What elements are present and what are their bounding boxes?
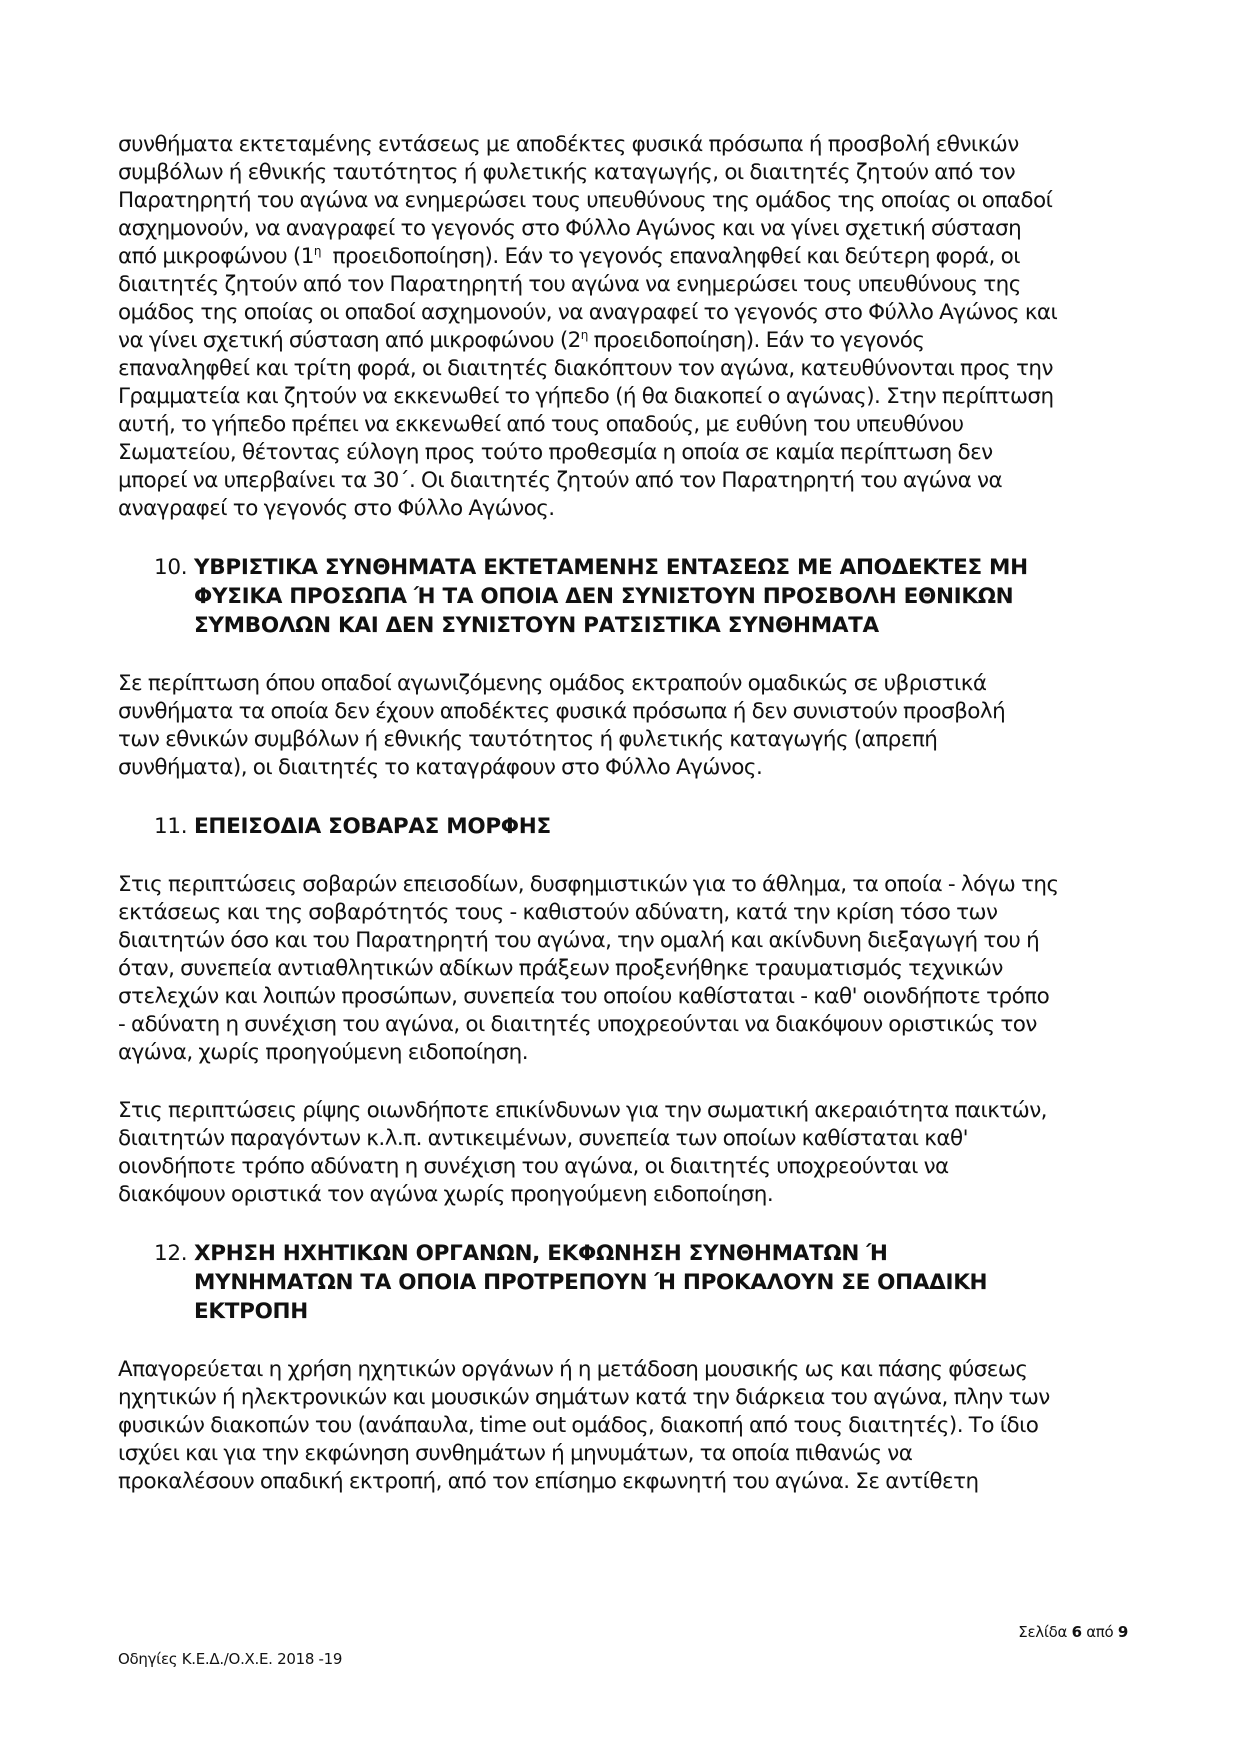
text-line: Στις περιπτώσεις σοβαρών επεισοδίων, δυσφημιστικών για το άθλημα, τα οποία - λόγω της bbox=[118, 872, 1059, 897]
title-line: ΕΚΤΡΟΠΗ bbox=[194, 1299, 308, 1324]
text-line: διαιτητών παραγόντων κ.λ.π. αντικειμένων, συνεπεία των οποίων καθίσταται καθ' bbox=[118, 1126, 969, 1151]
section-number: 12. bbox=[154, 1241, 188, 1266]
text-line: ομάδος της οποίας οι οπαδοί ασχημονούν, να αναγραφεί το γεγονός στο Φύλλο Αγώνος και bbox=[118, 300, 1058, 325]
text-line: αυτή, το γήπεδο πρέπει να εκκενωθεί από τους οπαδούς, με ευθύνη του υπευθύνου bbox=[118, 412, 964, 437]
section-title bbox=[194, 1239, 1138, 1326]
title-line: ΕΠΕΙΣΟΔΙΑ ΣΟΒΑΡΑΣ ΜΟΡΦΗΣ bbox=[194, 814, 551, 839]
text-line bbox=[118, 243, 1138, 271]
section-12-paragraph bbox=[118, 1356, 1138, 1496]
text-segment: να γίνει σχετική σύσταση από μικροφώνου (2 bbox=[118, 328, 581, 353]
page-total: 9 bbox=[1117, 1623, 1128, 1641]
text-line: όταν, συνεπεία αντιαθλητικών αδίκων πράξεων προξενήθηκε τραυματισμός τεχνικών bbox=[118, 956, 1003, 981]
superscript: η bbox=[580, 328, 588, 342]
section-11-paragraph-2 bbox=[118, 1097, 1138, 1209]
section-heading-10 bbox=[118, 553, 1138, 640]
footer-document-title: Οδηγίες Κ.Ε.Δ./Ο.Χ.Ε. 2018 -19 bbox=[118, 1650, 343, 1668]
text-line: συμβόλων ή εθνικής ταυτότητος ή φυλετικής καταγωγής, οι διαιτητές ζητούν από τον bbox=[118, 160, 1016, 185]
text-segment: προειδοποίηση). Εάν το γεγονός επαναληφθεί και δεύτερη φορά, οι bbox=[320, 244, 1020, 269]
text-line: διακόψουν οριστικά τον αγώνα χωρίς προηγούμενη ειδοποίηση. bbox=[118, 1182, 774, 1207]
page-current: 6 bbox=[1071, 1623, 1082, 1641]
text-line: Γραμματεία και ζητούν να εκκενωθεί το γήπεδο (ή θα διακοπεί ο αγώνας). Στην περίπτωση bbox=[118, 384, 1054, 409]
section-11-paragraph-1 bbox=[118, 871, 1138, 1067]
spacer bbox=[118, 1209, 1138, 1239]
page-label: Σελίδα bbox=[1018, 1623, 1068, 1641]
title-line: ΦΥΣΙΚΑ ΠΡΟΣΩΠΑ Ή ΤΑ ΟΠΟΙΑ ΔΕΝ ΣΥΝΙΣΤΟΥΝ ΠΡΟΣΒΟΛΗ ΕΘΝΙΚΩΝ bbox=[194, 584, 1014, 609]
text-line: στελεχών και λοιπών προσώπων, συνεπεία του οποίου καθίσταται - καθ' οιονδήποτε τρόπο bbox=[118, 984, 1050, 1009]
text-line: συνθήματα τα οποία δεν έχουν αποδέκτες φυσικά πρόσωπα ή δεν συνιστούν προσβολή bbox=[118, 699, 1006, 724]
text-segment: προειδοποίηση). Εάν το γεγονός bbox=[587, 328, 925, 353]
text-line: ηχητικών ή ηλεκτρονικών και μουσικών σημάτων κατά την διάρκεια του αγώνα, πλην των bbox=[118, 1385, 1050, 1410]
title-line: ΣΥΜΒΟΛΩΝ ΚΑΙ ΔΕΝ ΣΥΝΙΣΤΟΥΝ ΡΑΤΣΙΣΤΙΚΑ ΣΥΝΘΗΜΑΤΑ bbox=[194, 613, 879, 638]
text-line: προκαλέσουν οπαδική εκτροπή, από τον επίσημο εκφωνητή του αγώνα. Σε αντίθετη bbox=[118, 1469, 979, 1494]
text-line: συνθήματα), οι διαιτητές το καταγράφουν στο Φύλλο Αγώνος. bbox=[118, 755, 763, 780]
page-number bbox=[1018, 1623, 1128, 1641]
text-line: ασχημονούν, να αναγραφεί το γεγονός στο Φύλλο Αγώνος και να γίνει σχετική σύσταση bbox=[118, 216, 1022, 241]
section-heading-12 bbox=[118, 1239, 1138, 1326]
page-content bbox=[118, 131, 1138, 1496]
text-line: διαιτητών όσο και του Παρατηρητή του αγώνα, την ομαλή και ακίνδυνη διεξαγωγή του ή bbox=[118, 928, 1040, 953]
text-line: φυσικών διακοπών του (ανάπαυλα, time out ομάδος, διακοπή από τους διαιτητές). Το ίδιο bbox=[118, 1413, 1039, 1438]
section-title bbox=[194, 553, 1138, 640]
section-number: 11. bbox=[154, 814, 188, 839]
text-line: Απαγορεύεται η χρήση ηχητικών οργάνων ή η μετάδοση μουσικής ως και πάσης φύσεως bbox=[118, 1357, 1028, 1382]
spacer bbox=[118, 1067, 1138, 1097]
text-line: Στις περιπτώσεις ρίψης οιωνδήποτε επικίνδυνων για την σωματική ακεραιότητα παικτών, bbox=[118, 1098, 1047, 1123]
text-line: συνθήματα εκτεταμένης εντάσεως με αποδέκτες φυσικά πρόσωπα ή προσβολή εθνικών bbox=[118, 132, 1019, 157]
text-line bbox=[118, 327, 1138, 355]
text-line: των εθνικών συμβόλων ή εθνικής ταυτότητος ή φυλετικής καταγωγής (απρεπή bbox=[118, 727, 938, 752]
text-line: Σε περίπτωση όπου οπαδοί αγωνιζόμενης ομάδος εκτραπούν ομαδικώς σε υβριστικά bbox=[118, 671, 987, 696]
spacer bbox=[118, 782, 1138, 812]
text-line: - αδύνατη η συνέχιση του αγώνα, οι διαιτητές υποχρεούνται να διακόψουν οριστικώς τον bbox=[118, 1012, 1037, 1037]
spacer bbox=[118, 640, 1138, 670]
section-10-paragraph bbox=[118, 670, 1138, 782]
spacer bbox=[118, 1326, 1138, 1356]
title-line: ΥΒΡΙΣΤΙΚΑ ΣΥΝΘΗΜΑΤΑ ΕΚΤΕΤΑΜΕΝΗΣ ΕΝΤΑΣΕΩΣ ΜΕ ΑΠΟΔΕΚΤΕΣ ΜΗ bbox=[194, 555, 1028, 580]
text-line: μπορεί να υπερβαίνει τα 30΄. Οι διαιτητές ζητούν από τον Παρατηρητή του αγώνα να bbox=[118, 468, 1003, 493]
spacer bbox=[118, 841, 1138, 871]
title-line: ΜΥΝΗΜΑΤΩΝ ΤΑ ΟΠΟΙΑ ΠΡΟΤΡΕΠΟΥΝ Ή ΠΡΟΚΑΛΟΥΝ ΣΕ ΟΠΑΔΙΚΗ bbox=[194, 1270, 988, 1295]
text-line: Παρατηρητή του αγώνα να ενημερώσει τους υπευθύνους της ομάδος της οποίας οι οπαδοί bbox=[118, 188, 1053, 213]
text-line: αγώνα, χωρίς προηγούμενη ειδοποίηση. bbox=[118, 1040, 529, 1065]
text-line: εκτάσεως και της σοβαρότητός τους - καθιστούν αδύνατη, κατά την κρίση τόσο των bbox=[118, 900, 998, 925]
intro-paragraph bbox=[118, 131, 1138, 523]
text-line: διαιτητές ζητούν από τον Παρατηρητή του αγώνα να ενημερώσει τους υπευθύνους της bbox=[118, 272, 1021, 297]
page-of: από bbox=[1086, 1623, 1114, 1641]
text-line: επαναληφθεί και τρίτη φορά, οι διαιτητές διακόπτουν τον αγώνα, κατευθύνονται προς την bbox=[118, 356, 1053, 381]
text-line: οιονδήποτε τρόπο αδύνατη η συνέχιση του αγώνα, οι διαιτητές υποχρεούνται να bbox=[118, 1154, 949, 1179]
text-line: ισχύει και για την εκφώνηση συνθημάτων ή μηνυμάτων, τα οποία πιθανώς να bbox=[118, 1441, 913, 1466]
section-number: 10. bbox=[154, 555, 188, 580]
section-title bbox=[194, 812, 1138, 841]
text-line: Σωματείου, θέτοντας εύλογη προς τούτο προθεσμία η οποία σε καμία περίπτωση δεν bbox=[118, 440, 993, 465]
text-line: αναγραφεί το γεγονός στο Φύλλο Αγώνος. bbox=[118, 496, 555, 521]
text-segment: από μικροφώνου (1 bbox=[118, 244, 314, 269]
spacer bbox=[118, 523, 1138, 553]
section-heading-11 bbox=[118, 812, 1138, 841]
superscript: η bbox=[313, 244, 321, 258]
title-line: ΧΡΗΣΗ ΗΧΗΤΙΚΩΝ ΟΡΓΑΝΩΝ, ΕΚΦΩΝΗΣΗ ΣΥΝΘΗΜΑΤΩΝ Ή bbox=[194, 1241, 888, 1266]
